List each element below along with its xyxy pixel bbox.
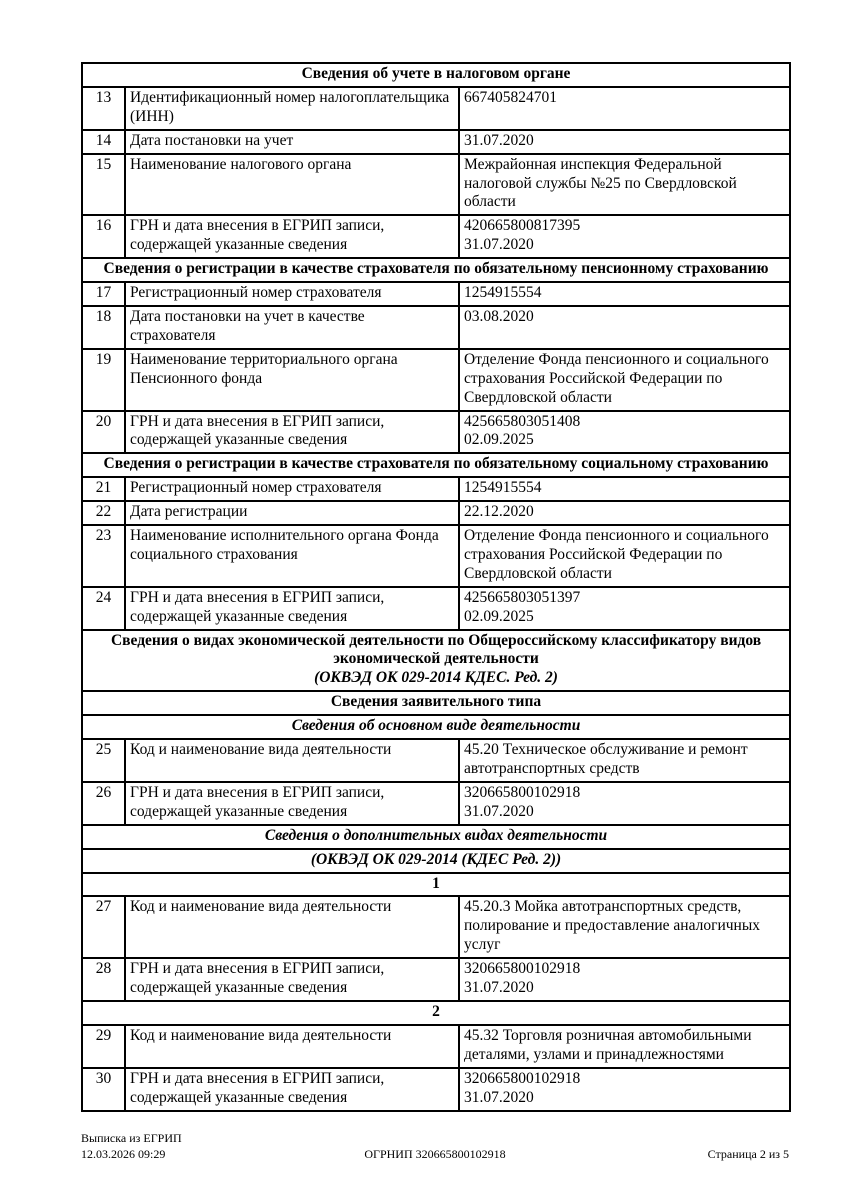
row-number: 25 bbox=[82, 739, 125, 782]
section-header: (ОКВЭД ОК 029-2014 (КДЕС Ред. 2)) bbox=[82, 849, 790, 873]
row-number: 19 bbox=[82, 349, 125, 411]
row-value: 22.12.2020 bbox=[459, 501, 790, 525]
row-label: Код и наименование вида деятельности bbox=[125, 1025, 459, 1068]
table-row bbox=[82, 1025, 790, 1068]
row-number: 14 bbox=[82, 130, 125, 154]
row-label: ГРН и дата внесения в ЕГРИП записи, содержащей указанные сведения bbox=[125, 411, 459, 454]
row-value: Отделение Фонда пенсионного и социального страхования Российской Федерации по Свердловской области bbox=[459, 349, 790, 411]
table-row bbox=[82, 154, 790, 216]
row-number: 22 bbox=[82, 501, 125, 525]
row-value: 425665803051408 02.09.2025 bbox=[459, 411, 790, 454]
footer-page-number: Страница 2 из 5 bbox=[707, 1146, 789, 1161]
table-row bbox=[82, 306, 790, 349]
section-header-row bbox=[82, 63, 790, 87]
group-number: 1 bbox=[82, 873, 790, 897]
group-number-row bbox=[82, 873, 790, 897]
row-value: 320665800102918 31.07.2020 bbox=[459, 958, 790, 1001]
row-label: Наименование территориального органа Пенсионного фонда bbox=[125, 349, 459, 411]
row-label: Регистрационный номер страхователя bbox=[125, 282, 459, 306]
row-number: 20 bbox=[82, 411, 125, 454]
row-label: Дата постановки на учет bbox=[125, 130, 459, 154]
table-row bbox=[82, 587, 790, 630]
row-label: ГРН и дата внесения в ЕГРИП записи, содержащей указанные сведения bbox=[125, 587, 459, 630]
footer-datetime: 12.03.2026 09:29 bbox=[81, 1146, 166, 1161]
row-number: 13 bbox=[82, 87, 125, 130]
section-header: Сведения о регистрации в качестве страхователя по обязательному пенсионному страхованию bbox=[82, 258, 790, 282]
table-row bbox=[82, 501, 790, 525]
group-number-row bbox=[82, 1001, 790, 1025]
group-number: 2 bbox=[82, 1001, 790, 1025]
row-label: Регистрационный номер страхователя bbox=[125, 477, 459, 501]
section-header: Сведения заявительного типа bbox=[82, 691, 790, 715]
row-value: Межрайонная инспекция Федеральной налоговой службы №25 по Свердловской области bbox=[459, 154, 790, 216]
table-row bbox=[82, 477, 790, 501]
row-value: 425665803051397 02.09.2025 bbox=[459, 587, 790, 630]
row-number: 28 bbox=[82, 958, 125, 1001]
row-label: Дата регистрации bbox=[125, 501, 459, 525]
row-value: 03.08.2020 bbox=[459, 306, 790, 349]
row-number: 26 bbox=[82, 782, 125, 825]
row-label: Код и наименование вида деятельности bbox=[125, 739, 459, 782]
row-number: 15 bbox=[82, 154, 125, 216]
section-header-row bbox=[82, 825, 790, 849]
footer-doc-type: Выписка из ЕГРИП bbox=[81, 1131, 182, 1145]
row-label: ГРН и дата внесения в ЕГРИП записи, содержащей указанные сведения bbox=[125, 958, 459, 1001]
row-label: Дата постановки на учет в качестве страхователя bbox=[125, 306, 459, 349]
table-row bbox=[82, 282, 790, 306]
row-value: 31.07.2020 bbox=[459, 130, 790, 154]
section-header-row bbox=[82, 691, 790, 715]
section-header: Сведения о видах экономической деятельности по Общероссийскому классификатору видов экономической деятельности (ОКВЭД ОК 029-2014 КДЕС. Ред. 2) bbox=[82, 630, 790, 692]
table-row bbox=[82, 958, 790, 1001]
section-header-row bbox=[82, 630, 790, 692]
section-header: Сведения об учете в налоговом органе bbox=[82, 63, 790, 87]
row-number: 21 bbox=[82, 477, 125, 501]
footer-ogrnip: ОГРНИП 320665800102918 bbox=[364, 1146, 506, 1161]
table-row bbox=[82, 525, 790, 587]
table-row bbox=[82, 87, 790, 130]
row-number: 23 bbox=[82, 525, 125, 587]
footer-left-block bbox=[81, 1131, 364, 1162]
row-number: 17 bbox=[82, 282, 125, 306]
row-number: 30 bbox=[82, 1068, 125, 1111]
row-label: ГРН и дата внесения в ЕГРИП записи, содержащей указанные сведения bbox=[125, 1068, 459, 1111]
page-footer bbox=[81, 1131, 789, 1162]
row-number: 18 bbox=[82, 306, 125, 349]
row-number: 24 bbox=[82, 587, 125, 630]
table-row bbox=[82, 411, 790, 454]
row-number: 27 bbox=[82, 896, 125, 958]
table-row bbox=[82, 349, 790, 411]
row-number: 29 bbox=[82, 1025, 125, 1068]
table-row bbox=[82, 215, 790, 258]
row-label: Наименование налогового органа bbox=[125, 154, 459, 216]
table-row bbox=[82, 782, 790, 825]
row-value: 1254915554 bbox=[459, 477, 790, 501]
row-value: 45.20 Техническое обслуживание и ремонт автотранспортных средств bbox=[459, 739, 790, 782]
table-row bbox=[82, 130, 790, 154]
row-value: Отделение Фонда пенсионного и социального страхования Российской Федерации по Свердловской области bbox=[459, 525, 790, 587]
row-value: 45.32 Торговля розничная автомобильными деталями, узлами и принадлежностями bbox=[459, 1025, 790, 1068]
row-label: Код и наименование вида деятельности bbox=[125, 896, 459, 958]
section-header: Сведения о дополнительных видах деятельности bbox=[82, 825, 790, 849]
section-header-row bbox=[82, 453, 790, 477]
row-value: 320665800102918 31.07.2020 bbox=[459, 1068, 790, 1111]
section-header-row bbox=[82, 849, 790, 873]
row-value: 667405824701 bbox=[459, 87, 790, 130]
row-label: Наименование исполнительного органа Фонда социального страхования bbox=[125, 525, 459, 587]
row-label: Идентификационный номер налогоплательщика (ИНН) bbox=[125, 87, 459, 130]
row-value: 1254915554 bbox=[459, 282, 790, 306]
section-header: Сведения о регистрации в качестве страхователя по обязательному социальному страхованию bbox=[82, 453, 790, 477]
row-value: 45.20.3 Мойка автотранспортных средств, полирование и предоставление аналогичных услуг bbox=[459, 896, 790, 958]
section-header-row bbox=[82, 715, 790, 739]
table-row bbox=[82, 739, 790, 782]
egrip-extract-table bbox=[81, 62, 791, 1112]
section-header: Сведения об основном виде деятельности bbox=[82, 715, 790, 739]
row-label: ГРН и дата внесения в ЕГРИП записи, содержащей указанные сведения bbox=[125, 782, 459, 825]
row-value: 320665800102918 31.07.2020 bbox=[459, 782, 790, 825]
row-label: ГРН и дата внесения в ЕГРИП записи, содержащей указанные сведения bbox=[125, 215, 459, 258]
table-row bbox=[82, 1068, 790, 1111]
row-value: 420665800817395 31.07.2020 bbox=[459, 215, 790, 258]
row-number: 16 bbox=[82, 215, 125, 258]
table-row bbox=[82, 896, 790, 958]
section-header-row bbox=[82, 258, 790, 282]
